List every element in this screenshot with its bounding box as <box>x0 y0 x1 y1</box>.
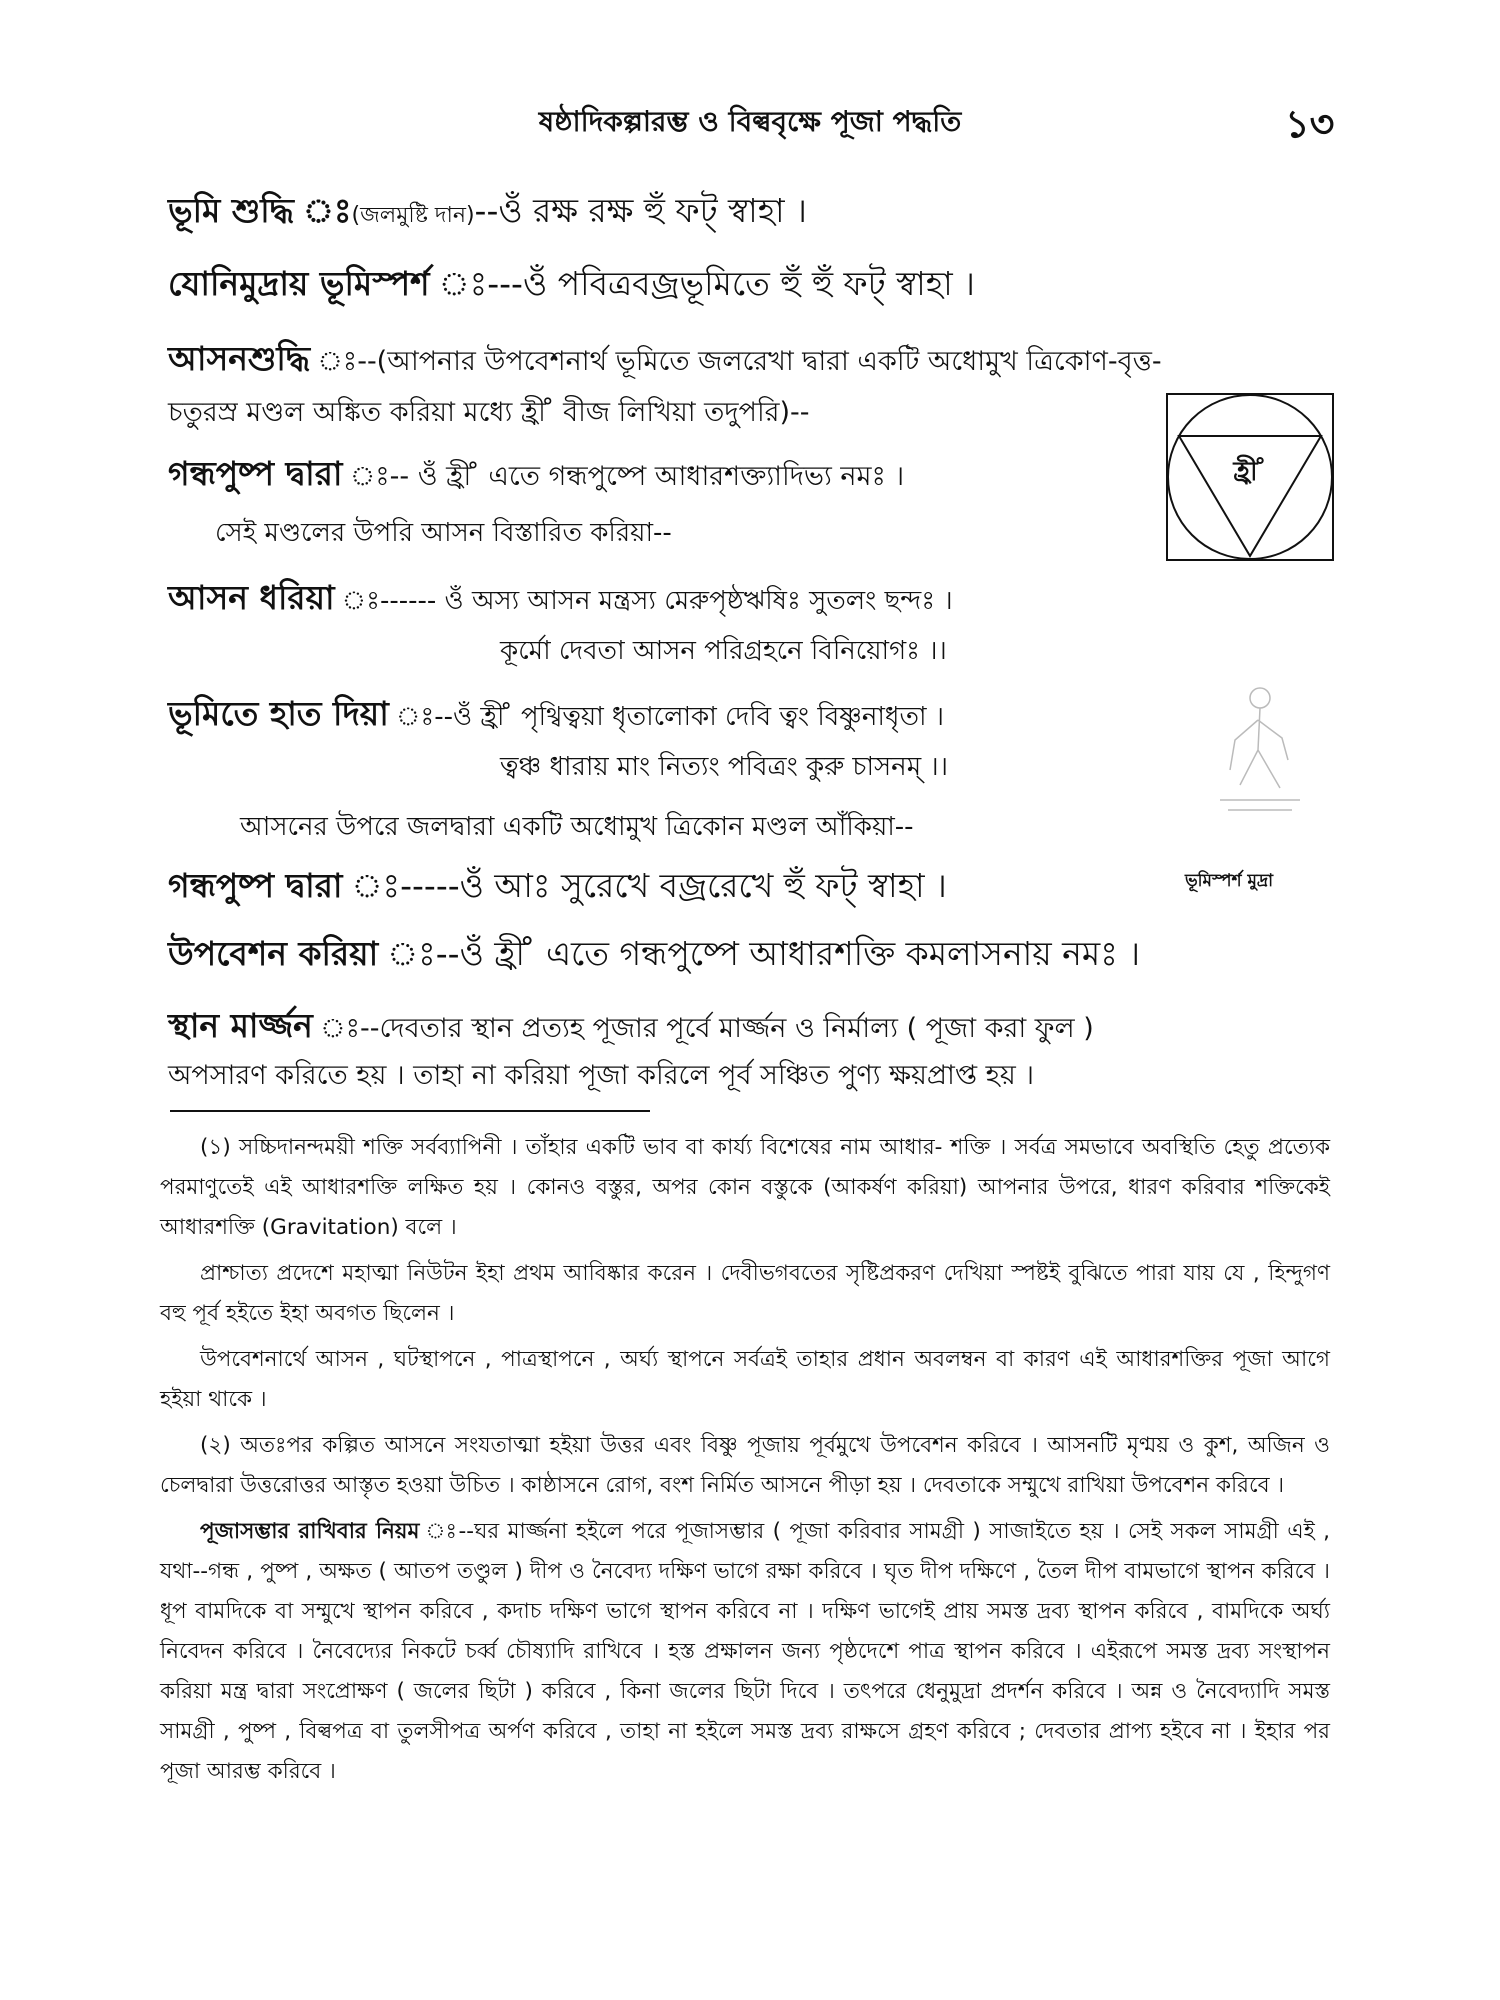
footnote-1-aadhar: উপবেশনার্থে আসন , ঘটস্থাপনে , পাত্রস্থাপনে , অর্ঘ্য স্থাপনে সর্বত্রই তাহার প্রধান অবলম্বন বা কারণ এই আধারশক্তির পূজা আগে হইয়া থাকে । <box>160 1347 1330 1412</box>
heading-asana-dhariya: আসন ধরিয়া <box>168 578 335 617</box>
mandala-yantra-figure <box>1165 392 1335 562</box>
line-asana-vistar: সেই মণ্ডলের উপরি আসন বিস্তারিত করিয়া-- <box>215 518 672 548</box>
line-bhumi-shuddhi <box>168 185 807 241</box>
mantra-gandhapushpa-1: ঃ-- ওঁ হ্রী ̊ এতে গন্ধপুষ্পে আধারশক্ত্যাদিভ্য নমঃ । <box>342 461 905 492</box>
mantra-yonimudra: ঃ---ওঁ পবিত্রবজ্রভূমিতে হুঁ হুঁ ফট্ স্বাহা । <box>429 264 975 303</box>
footnote-2: (২) অতঃপর কল্পিত আসনে সংযতাত্মা হইয়া উত্তর এবং বিষ্ণু পূজায় পূর্বমুখে উপবেশন করিবে । আসনটি মৃণ্ময় ও কুশ, অজিন ও চেলদ্বারা উত্তরোত্তর আস্তৃত হওয়া উচিত । কাষ্ঠাসনে রোগ, বংশ নির্মিত আসনে পীড়া হয় । দেবতাকে সম্মুখে রাখিয়া উপবেশন করিবে । <box>160 1433 1330 1498</box>
footnote-1: (১) সচ্চিদানন্দময়ী শক্তি সর্বব্যাপিনী । তাঁহার একটি ভাব বা কার্য্য বিশেষের নাম আধার- শক্তি । সর্বত্র সমভাবে অবস্থিতি হেতু প্রত্যেক পরমাণুতেই এই আধারশক্তি লক্ষিত হয় । কোনও বস্তুর, অপর কোন বস্তুকে (আকর্ষণ করিয়া) আপনার উপরে, ধারণ করিবার শক্তিকেই আধারশক্তি (Gravitation) বলে । <box>160 1135 1330 1240</box>
line-trikona: আসনের উপরে জলদ্বারা একটি অধোমুখ ত্রিকোন মণ্ডল আঁকিয়া-- <box>240 812 914 842</box>
heading-upaveshan: উপবেশন করিয়া <box>168 934 379 973</box>
line-mandala-desc: চতুরস্র মণ্ডল অঙ্কিত করিয়া মধ্যে হ্রী ̊ বীজ লিখিয়া তদুপরি)-- <box>168 397 810 428</box>
mantra-gandhapushpa-2: ঃ-----ওঁ আঃ সুরেখে বজ্ররেখে হুঁ ফট্ স্বাহা । <box>342 866 947 905</box>
heading-gandhapushpa-2: গন্ধপুষ্প দ্বারা <box>168 866 343 905</box>
footnote-puja-sambhar-heading: পূজাসম্ভার রাখিবার নিয়ম <box>200 1519 420 1544</box>
page-number: ১৩ <box>1285 102 1335 146</box>
text-asana-shuddhi: ঃ--(আপনার উপবেশনার্থ ভূমিতে জলরেখা দ্বারা একটি অধোমুখ ত্রিকোণ-বৃত্ত- <box>310 346 1162 377</box>
line-gandhapushpa-2 <box>168 860 947 916</box>
footnotes-block <box>160 1128 1330 1798</box>
running-header: ষষ্ঠাদিকল্পারম্ভ ও বিল্ববৃক্ষে পূজা পদ্ধতি <box>538 105 962 138</box>
heading-bhumi-shuddhi: ভূমি শুদ্ধি ঃ <box>168 191 352 230</box>
heading-bhumite-hat: ভূমিতে হাত দিয়া <box>168 694 389 733</box>
line-asana-shuddhi <box>168 333 1162 389</box>
line-upaveshan <box>168 928 1140 984</box>
heading-asana-shuddhi: আসনশুদ্ধি <box>168 339 311 378</box>
text-sthan-marjan: ঃ--দেবতার স্থান প্রত্যহ পূজার পূর্বে মার্জ্জন ও নির্মাল্য ( পূজা করা ফুল ) <box>312 1013 1094 1044</box>
line-tvancha: ত্বঞ্চ ধারায় মাং নিত্যং পবিত্রং কুরু চাসনম্ ।। <box>500 752 948 782</box>
footnote-puja-sambhar-text: ঃ--ঘর মার্জ্জনা হইলে পরে পূজাসম্ভার ( পূজা করিবার সামগ্রী ) সাজাইতে হয় । সেই সকল সামগ্রী এই , যথা--গন্ধ , পুষ্প , অক্ষত ( আতপ তণ্ডুল ) দীপ ও নৈবেদ্য দক্ষিণ ভাগে রক্ষা করিবে । ঘৃত দীপ দক্ষিণে , তৈল দীপ বামভাগে স্থাপন করিবে । ধূপ বামদিকে বা সম্মুখে স্থাপন করিবে , কদাচ দক্ষিণ ভাগে স্থাপন করিবে না । দক্ষিণ ভাগেই প্রায় সমস্ত দ্রব্য স্থাপন করিবে , বামদিকে অর্ঘ্য নিবেদন করিবে । নৈবেদ্যের নিকটে চর্ব্ব চৌষ্যাদি রাখিবে । হস্ত প্রক্ষালন জন্য পৃষ্ঠদেশে পাত্র স্থাপন করিবে । এইরূপে সমস্ত দ্রব্য সংস্থাপন করিয়া মন্ত্র দ্বারা সংপ্রোক্ষণ ( জলের ছিটা ) করিবে , কিনা জলের ছিটা দিবে । তৎপরে ধেনুমুদ্রা প্রদর্শন করিবে । অন্ন ও নৈবেদ্যাদি সমস্ত সামগ্রী , পুষ্প , বিল্বপত্র বা তুলসীপত্র অর্পণ করিবে , তাহা না হইলে সমস্ত দ্রব্য রাক্ষসে গ্রহণ করিবে ; দেবতার প্রাপ্য হইবে না । ইহার পর পূজা আরম্ভ করিবে । <box>160 1519 1330 1784</box>
footnote-puja-sambhar <box>160 1512 1330 1792</box>
line-yonimudra <box>168 258 975 314</box>
heading-yonimudra: যোনিমুদ্রায় ভূমিস্পর্শ <box>168 264 430 303</box>
line-asana-dhariya <box>168 572 953 628</box>
heading-sthan-marjan: স্থান মার্জ্জন <box>168 1006 313 1045</box>
line-bhumite-hat <box>168 688 944 744</box>
footnote-1-newton: প্রাশ্চাত্য প্রদেশে মহাত্মা নিউটন ইহা প্রথম আবিষ্কার করেন । দেবীভগবতের সৃষ্টিপ্রকরণ দেখিয়া স্পষ্টই বুঝিতে পারা যায় যে , হিন্দুগণ বহু পূর্ব হইতে ইহা অবগত ছিলেন । <box>160 1261 1330 1326</box>
footnote-divider <box>170 1110 650 1112</box>
mudra-caption: ভূমিস্পর্শ মুদ্রা <box>1185 871 1274 891</box>
line-kurmo: কূর্মো দেবতা আসন পরিগ্রহনে বিনিয়োগঃ ।। <box>500 636 947 666</box>
yantra-triangle <box>1179 436 1321 556</box>
heading-gandhapushpa-1: গন্ধপুষ্প দ্বারা <box>168 454 343 493</box>
mantra-bhumi-shuddhi: --ওঁ রক্ষ রক্ষ হুঁ ফট্ স্বাহা । <box>474 191 807 230</box>
mantra-upaveshan: ঃ--ওঁ হ্রী ̊ এতে গন্ধপুষ্পে আধারশক্তি কমলাসনায় নমঃ । <box>378 934 1141 973</box>
line-aposaran: অপসারণ করিতে হয় । তাহা না করিয়া পূজা করিলে পূর্ব সঞ্চিত পুণ্য ক্ষয়প্রাপ্ত হয় । <box>168 1060 1034 1091</box>
mantra-prithvi-1: ঃ--ওঁ হ্রী ̊ পৃথ্বিত্বয়া ধৃতালোকা দেবি ত্বং বিষ্ণুনাধৃতা । <box>388 702 945 732</box>
note-jalamushti: (জলমুষ্টি দান) <box>351 203 475 228</box>
line-sthan-marjan <box>168 1000 1094 1056</box>
line-gandhapushpa-1 <box>168 448 904 504</box>
mantra-asana-1: ঃ------ ওঁ অস্য আসন মন্ত্রস্য মেরুপৃষ্ঠঋষিঃ সুতলং ছন্দঃ । <box>334 586 953 616</box>
yantra-bija-label: হ্রী ̊ <box>1233 457 1267 487</box>
bhumisparsha-mudra-figure <box>1200 680 1310 820</box>
